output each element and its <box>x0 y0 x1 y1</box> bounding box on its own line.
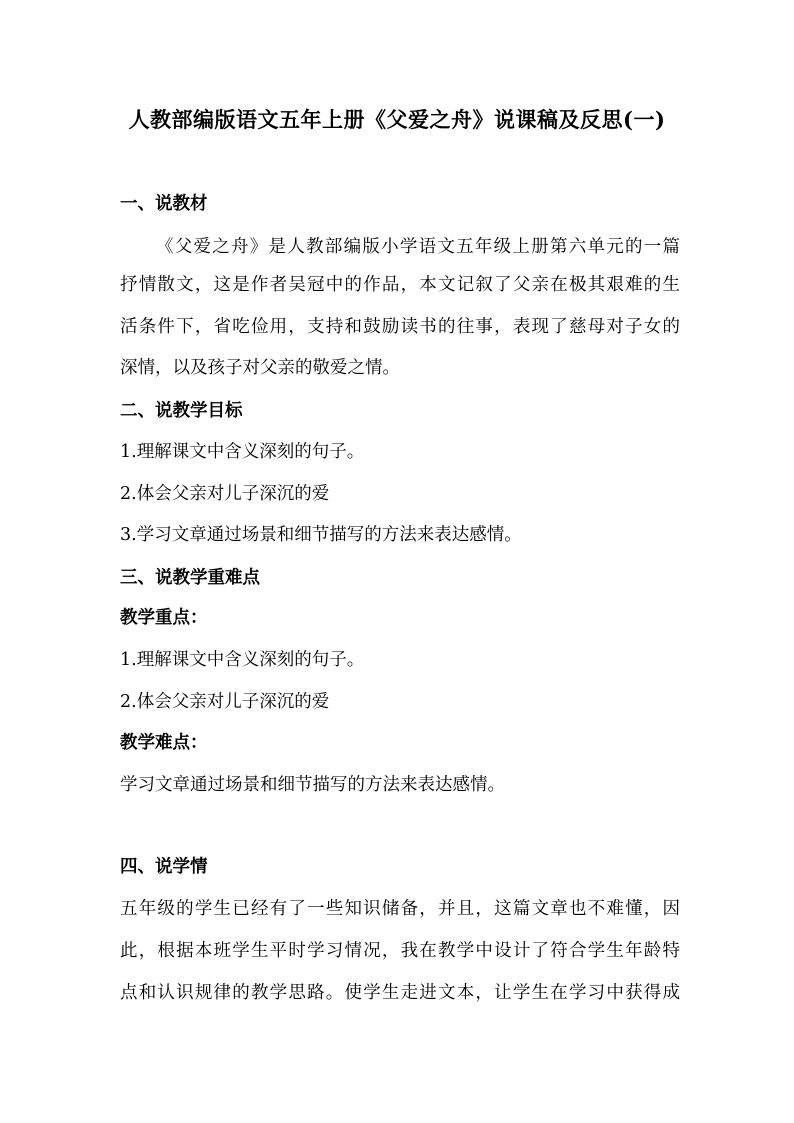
key-point-item: 1.理解课文中含义深刻的句子。 <box>120 650 365 670</box>
section-heading-students: 四、说学情 <box>120 857 208 877</box>
section-heading-key-difficult: 三、说教学重难点 <box>120 568 260 588</box>
objective-item: 3.学习文章通过场景和细节描写的方法来表达感情。 <box>120 525 522 545</box>
paragraph-line: 此，根据本班学生平时学习情况，我在教学中设计了符合学生年龄特 <box>120 941 680 961</box>
paragraph-line: 深情，以及孩子对父亲的敬爱之情。 <box>120 358 400 378</box>
document-title: 人教部编版语文五年上册《父爱之舟》说课稿及反思(一) <box>128 107 666 132</box>
paragraph-line: 活条件下，省吃俭用，支持和鼓励读书的往事，表现了慈母对子女的 <box>120 317 680 337</box>
paragraph-line: 五年级的学生已经有了一些知识储备，并且，这篇文章也不难懂，因 <box>120 899 680 919</box>
paragraph-line: 《父爱之舟》是人教部编版小学语文五年级上册第六单元的一篇 <box>156 237 680 257</box>
paragraph-line: 抒情散文，这是作者吴冠中的作品，本文记叙了父亲在极其艰难的生 <box>120 275 680 295</box>
difficulty-text: 学习文章通过场景和细节描写的方法来表达感情。 <box>120 775 505 795</box>
section-heading-textbook: 一、说教材 <box>120 194 208 214</box>
key-points-label: 教学重点： <box>120 608 208 628</box>
paragraph-line: 点和认识规律的教学思路。使学生走进文本，让学生在学习中获得成 <box>120 983 680 1003</box>
key-point-item: 2.体会父亲对儿子深沉的爱 <box>120 692 330 712</box>
objective-item: 2.体会父亲对儿子深沉的爱 <box>120 484 330 504</box>
objective-item: 1.理解课文中含义深刻的句子。 <box>120 442 365 462</box>
difficulty-label: 教学难点： <box>120 733 208 753</box>
section-heading-objectives: 二、说教学目标 <box>120 401 243 421</box>
